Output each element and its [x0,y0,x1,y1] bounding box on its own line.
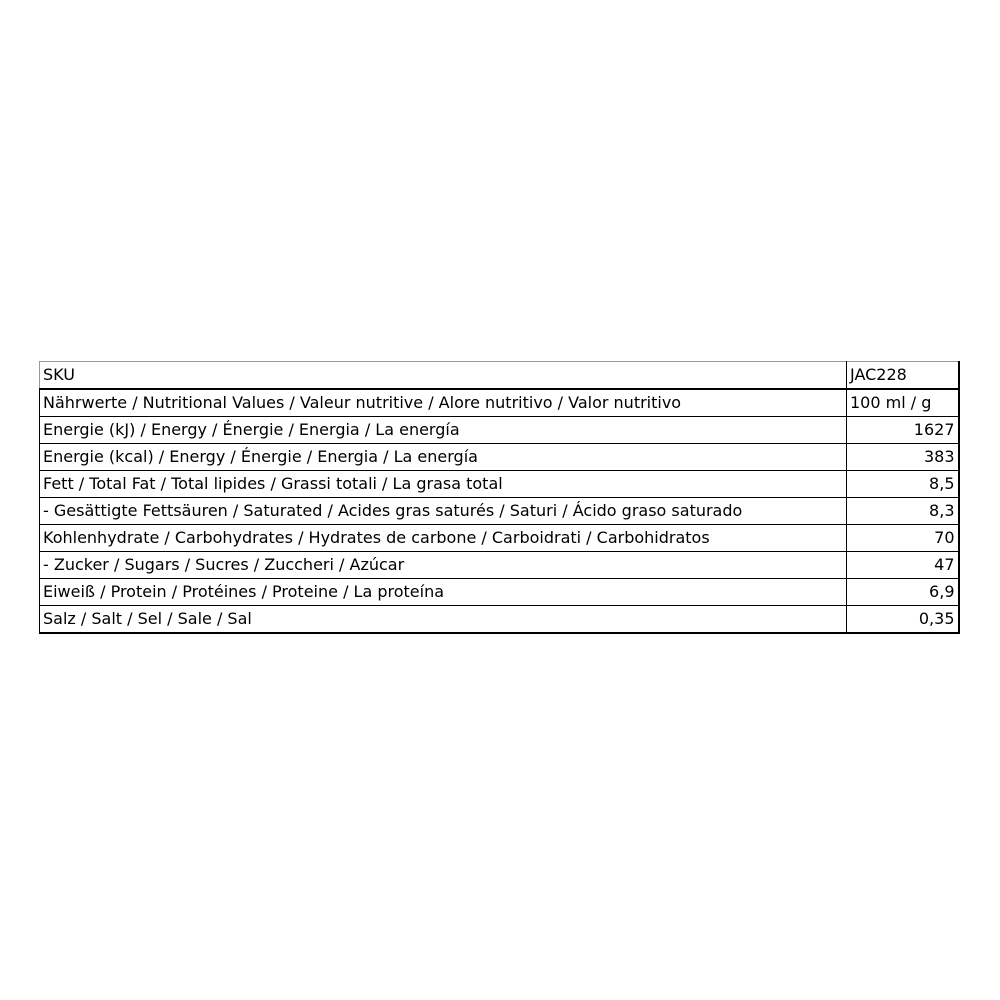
table-row [40,606,959,634]
protein-value: 6,9 [847,579,959,606]
saturated-fat-label: - Gesättigte Fettsäuren / Saturated / Acides gras saturés / Saturi / Ácido graso saturado [40,498,847,525]
sugars-value: 47 [847,552,959,579]
energy-kj-value: 1627 [847,417,959,444]
unit-value: 100 ml / g [847,389,959,417]
nutrition-table [39,361,960,634]
saturated-fat-value: 8,3 [847,498,959,525]
unit-row [40,389,959,417]
energy-kj-label: Energie (kJ) / Energy / Énergie / Energia / La energía [40,417,847,444]
fat-label: Fett / Total Fat / Total lipides / Grassi totali / La grasa total [40,471,847,498]
sugars-label: - Zucker / Sugars / Sucres / Zuccheri / Azúcar [40,552,847,579]
salt-value: 0,35 [847,606,959,634]
carbohydrates-label: Kohlenhydrate / Carbohydrates / Hydrates de carbone / Carboidrati / Carbohidratos [40,525,847,552]
sku-value: JAC228 [847,362,959,390]
sku-label: SKU [40,362,847,390]
energy-kcal-value: 383 [847,444,959,471]
nutritional-values-label: Nährwerte / Nutritional Values / Valeur nutritive / Alore nutritivo / Valor nutritivo [40,389,847,417]
carbohydrates-value: 70 [847,525,959,552]
table-row [40,525,959,552]
energy-kcal-label: Energie (kcal) / Energy / Énergie / Energia / La energía [40,444,847,471]
table-row [40,444,959,471]
sku-row [40,362,959,390]
table-row [40,552,959,579]
table-row [40,417,959,444]
salt-label: Salz / Salt / Sel / Sale / Sal [40,606,847,634]
table-row [40,498,959,525]
fat-value: 8,5 [847,471,959,498]
protein-label: Eiweiß / Protein / Protéines / Proteine / La proteína [40,579,847,606]
table-row [40,579,959,606]
table-row [40,471,959,498]
